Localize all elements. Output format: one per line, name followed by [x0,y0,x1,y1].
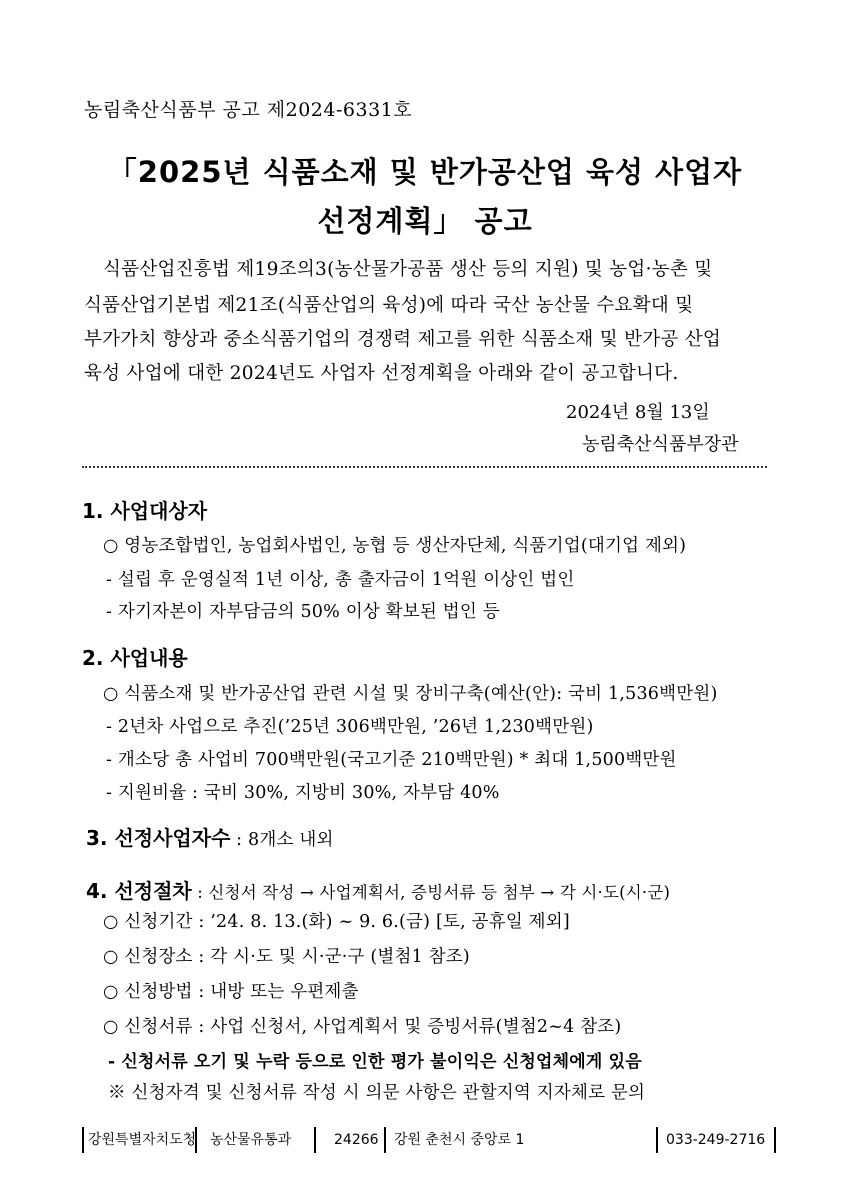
section-4-value: : 신청서 작성 → 사업계획서, 증빙서류 등 첨부 → 각 시·도(시·군) [191,883,671,902]
section-1-heading: 1. 사업대상자 [82,499,208,523]
section-2-heading: 2. 사업내용 [82,646,188,670]
footer-divider [82,1127,84,1153]
section-1-item: ○ 영농조합법인, 농업회사법인, 농협 등 생산자단체, 식품기업(대기업 제외) [103,536,687,556]
title-line-1: 「2025년 식품소재 및 반가공산업 육성 사업자 [107,155,743,189]
intro-line: 육성 사업에 대한 2024년도 사업자 선정계획을 아래와 같이 공고합니다. [84,363,679,384]
section-4-item: ○ 신청방법 : 내방 또는 우편제출 [103,982,359,1002]
section-3-value: : 8개소 내외 [230,830,334,850]
footer-divider [774,1127,776,1153]
title-line-2: 선정계획」 공고 [317,204,533,238]
section-4-item: ○ 신청기간 : ’24. 8. 13.(화) ~ 9. 6.(금) [토, 공휴일 제외] [103,912,570,932]
section-4-note: ※ 신청자격 및 신청서류 작성 시 의문 사항은 관할지역 지자체로 문의 [108,1083,646,1103]
section-1-item: - 자기자본이 자부담금의 50% 이상 확보된 법인 등 [106,602,500,622]
section-4-warning: - 신청서류 오기 및 누락 등으로 인한 평가 불이익은 신청업체에게 있음 [108,1052,642,1072]
signer: 농림축산식품부장관 [582,434,739,455]
section-4 [86,875,670,904]
footer-phone: 033-249-2716 [666,1132,766,1148]
section-4-item: ○ 신청장소 : 각 시·도 및 시·군·구 (별첨1 참조) [103,947,470,967]
footer-divider [195,1127,197,1153]
section-3-heading: 3. 선정사업자수 [86,826,231,850]
section-2-item: - 지원비율 : 국비 30%, 지방비 30%, 자부담 40% [106,783,500,803]
footer-org: 강원특별자치도청 [88,1132,197,1148]
section-2-item: ○ 식품소재 및 반가공산업 관련 시설 및 장비구축(예산(안): 국비 1,536백만원) [103,684,718,704]
section-4-item: ○ 신청서류 : 사업 신청서, 사업계획서 및 증빙서류(별첨2~4 참조) [103,1017,622,1037]
section-4-heading: 4. 선정절차 [86,879,192,903]
section-2-item: - 2년차 사업으로 추진(’25년 306백만원, ’26년 1,230백만원) [106,717,594,737]
announcement-number: 농림축산식품부 공고 제2024-6331호 [84,99,413,121]
footer-address: 강원 춘천시 중앙로 1 [394,1132,525,1148]
footer-divider [656,1127,658,1153]
section-1-item: - 설립 후 운영실적 1년 이상, 총 출자금이 1억원 이상인 법인 [106,570,575,590]
section-2-item: - 개소당 총 사업비 700백만원(국고기준 210백만원) * 최대 1,500백만원 [106,750,677,770]
intro-line: 부가가치 향상과 중소식품기업의 경쟁력 제고를 위한 식품소재 및 반가공 산업 [84,329,722,350]
footer-zip: 24266 [334,1132,379,1148]
footer-divider [384,1127,386,1153]
footer-dept: 농산물유통과 [210,1132,292,1148]
intro-line: 식품산업진흥법 제19조의3(농산물가공품 생산 등의 지원) 및 농업·농촌 및 [103,259,713,280]
section-3 [86,822,334,851]
intro-line: 식품산업기본법 제21조(식품산업의 육성)에 따라 국산 농산물 수요확대 및 [84,295,694,316]
dotted-divider [82,466,767,468]
footer-divider [314,1127,316,1153]
announcement-date: 2024년 8월 13일 [566,402,710,423]
footer-contact-bar [82,1125,776,1155]
